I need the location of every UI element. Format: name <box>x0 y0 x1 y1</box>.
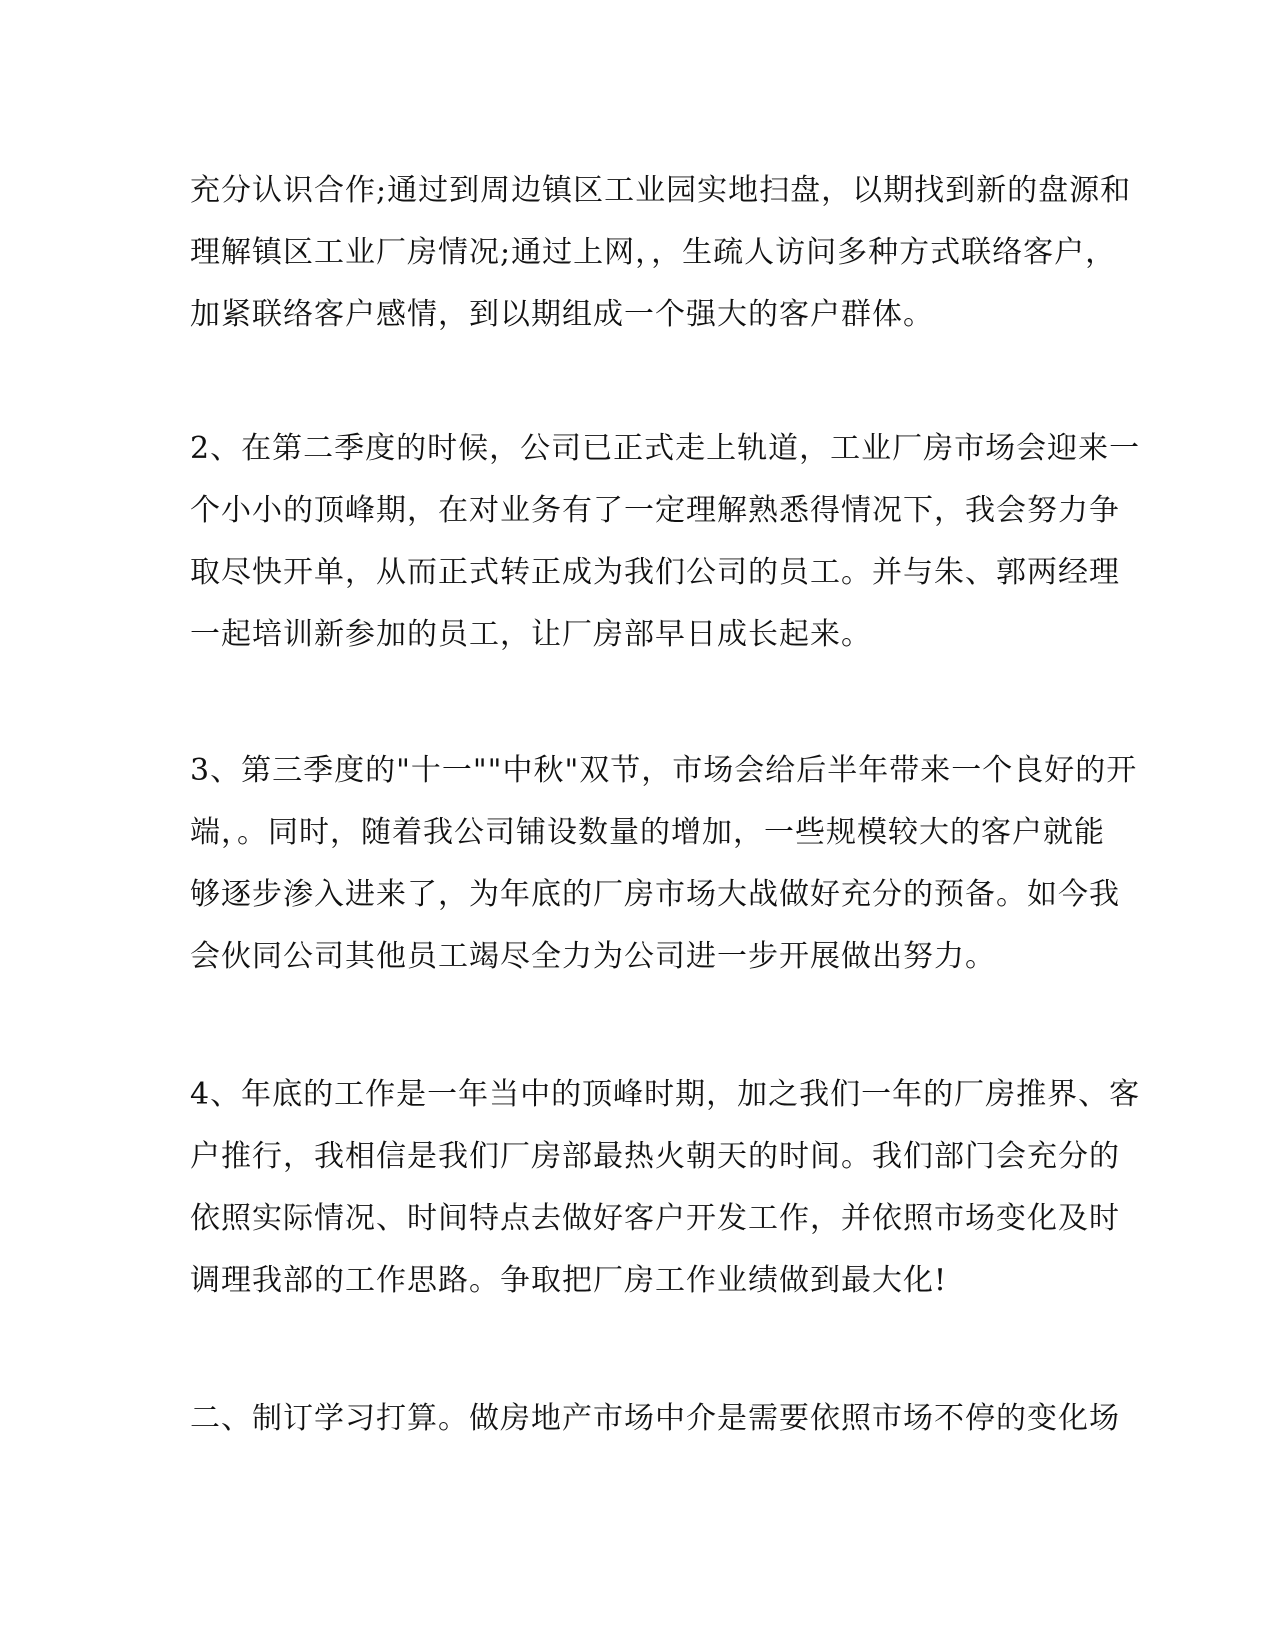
text-line: 2、在第二季度的时候，公司已正式走上轨道，工业厂房市场会迎来一 <box>190 431 1141 466</box>
text-line: 会伙同公司其他员工竭尽全力为公司进一步开展做出努力。 <box>190 939 996 974</box>
text-line: 充分认识合作;通过到周边镇区工业园实地扫盘，以期找到新的盘源和 <box>190 173 1132 208</box>
text-line: 依照实际情况、时间特点去做好客户开发工作，并依照市场变化及时 <box>190 1201 1120 1236</box>
text-line: 够逐步渗入进来了，为年底的厂房市场大战做好充分的预备。如今我 <box>190 877 1120 912</box>
paragraph-3 <box>190 740 1138 988</box>
text-line: 一起培训新参加的员工，让厂房部早日成长起来。 <box>190 617 872 652</box>
text-line: 取尽快开单，从而正式转正成为我们公司的员工。并与朱、郭两经理 <box>190 555 1120 590</box>
text-line: 调理我部的工作思路。争取把厂房工作业绩做到最大化! <box>190 1263 948 1298</box>
text-line: 加紧联络客户感情，到以期组成一个强大的客户群体。 <box>190 297 934 332</box>
text-line: 二、制订学习打算。做房地产市场中介是需要依照市场不停的变化场 <box>190 1401 1120 1436</box>
text-line: 个小小的顶峰期，在对业务有了一定理解熟悉得情况下，我会努力争 <box>190 493 1120 528</box>
text-line: 户推行，我相信是我们厂房部最热火朝天的时间。我们部门会充分的 <box>190 1139 1120 1174</box>
text-line: 理解镇区工业厂房情况;通过上网，，生疏人访问多种方式联络客户， <box>190 235 1117 270</box>
paragraph-1 <box>190 160 1132 346</box>
text-line: 3、第三季度的"十一""中秋"双节，市场会给后半年带来一个良好的开 <box>190 753 1138 788</box>
paragraph-2 <box>190 418 1141 666</box>
text-line: 4、年底的工作是一年当中的顶峰时期，加之我们一年的厂房推界、客 <box>190 1077 1141 1112</box>
text-line: 端，。同时，随着我公司铺设数量的增加，一些规模较大的客户就能 <box>190 815 1105 850</box>
paragraph-4 <box>190 1064 1141 1312</box>
paragraph-5 <box>190 1388 1120 1450</box>
